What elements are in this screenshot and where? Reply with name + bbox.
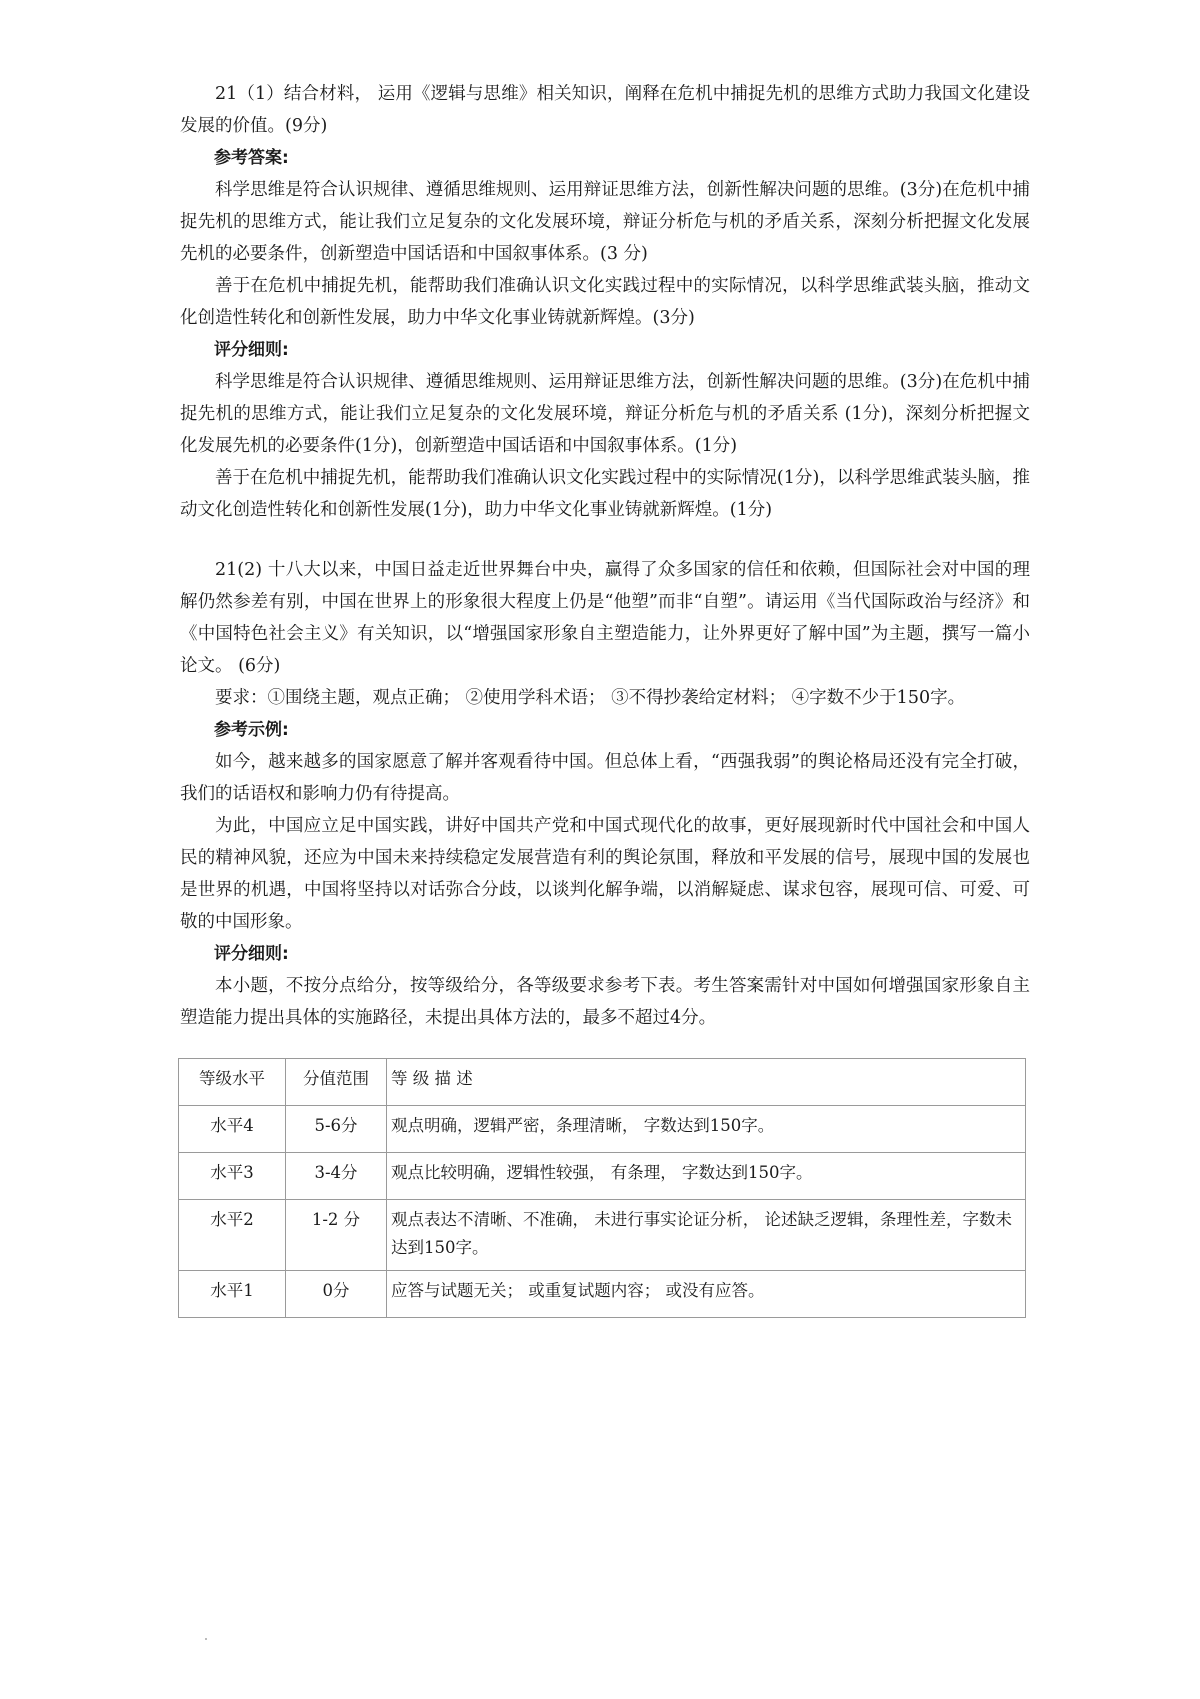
row-score: 5-6分 (286, 1106, 387, 1153)
row-score: 3-4分 (286, 1153, 387, 1200)
q1-rubric-p1: 科学思维是符合认识规律、遵循思维规则、运用辩证思维方法，创新性解决问题的思维。(3分)在危机中捕捉先机的思维方式，能让我们立足复杂的文化发展环境，辩证分析危与机的矛盾关系 (1分)，深刻分析把握文化发展先机的必要条件(1分)，创新塑造中国话语和中国叙事体系。(1分) (180, 372, 1030, 456)
q2-requirements: 要求：①围绕主题，观点正确； ②使用学科术语； ③不得抄袭给定材料； ④字数不少于150字。 (215, 688, 966, 708)
q2-example-title: 参考示例: (214, 720, 289, 740)
q1-rubric-p2: 善于在危机中捕捉先机，能帮助我们准确认识文化实践过程中的实际情况(1分)，以科学思维武装头脑，推动文化创造性转化和创新性发展(1分)，助力中华文化事业铸就新辉煌。(1分) (180, 468, 1030, 520)
q2-example-p1: 如今，越来越多的国家愿意了解并客观看待中国。但总体上看，“西强我弱”的舆论格局还没有完全打破，我们的话语权和影响力仍有待提高。 (180, 752, 1030, 804)
row-level: 水平1 (179, 1271, 286, 1318)
header-score: 分值范围 (286, 1059, 387, 1106)
q1-question: 21（1）结合材料， 运用《逻辑与思维》相关知识，阐释在危机中捕捉先机的思维方式助力我国文化建设发展的价值。(9分) (180, 84, 1030, 136)
table-row (179, 1271, 1026, 1318)
q1-rubric-title: 评分细则: (214, 340, 289, 360)
q1-answer-title: 参考答案: (214, 148, 289, 168)
q1-answer-p1: 科学思维是符合认识规律、遵循思维规则、运用辩证思维方法，创新性解决问题的思维。(3分)在危机中捕捉先机的思维方式，能让我们立足复杂的文化发展环境，辩证分析危与机的矛盾关系，深刻分析把握文化发展先机的必要条件，创新塑造中国话语和中国叙事体系。(3 分) (180, 180, 1030, 264)
header-level: 等级水平 (179, 1059, 286, 1106)
row-level: 水平2 (179, 1200, 286, 1271)
q2-rubric-p1: 本小题，不按分点给分，按等级给分，各等级要求参考下表。考生答案需针对中国如何增强国家形象自主塑造能力提出具体的实施路径，未提出具体方法的，最多不超过4分。 (180, 976, 1030, 1028)
header-desc: 等 级 描 述 (387, 1059, 1026, 1106)
q2-question: 21(2) 十八大以来，中国日益走近世界舞台中央，赢得了众多国家的信任和依赖，但国际社会对中国的理解仍然参差有别，中国在世界上的形象很大程度上仍是“他塑”而非“自塑”。请运用《当代国际政治与经济》和《中国特色社会主义》有关知识，以“增强国家形象自主塑造能力，让外界更好了解中国”为主题，撰写一篇小论文。 (6分) (180, 560, 1030, 676)
row-desc: 观点比较明确，逻辑性较强， 有条理， 字数达到150字。 (387, 1153, 1026, 1200)
grading-table (178, 1058, 1026, 1318)
q2-example-p2: 为此，中国应立足中国实践，讲好中国共产党和中国式现代化的故事，更好展现新时代中国社会和中国人民的精神风貌，还应为中国未来持续稳定发展营造有利的舆论氛围，释放和平发展的信号，展现中国的发展也是世界的机遇，中国将坚持以对话弥合分歧，以谈判化解争端，以消解疑虑、谋求包容，展现可信、可爱、可敬的中国形象。 (180, 816, 1030, 932)
table-row (179, 1106, 1026, 1153)
table-row (179, 1200, 1026, 1271)
row-level: 水平4 (179, 1106, 286, 1153)
q1-answer-p2: 善于在危机中捕捉先机，能帮助我们准确认识文化实践过程中的实际情况，以科学思维武装头脑，推动文化创造性转化和创新性发展，助力中华文化事业铸就新辉煌。(3分) (180, 276, 1030, 328)
row-desc: 应答与试题无关； 或重复试题内容； 或没有应答。 (387, 1271, 1026, 1318)
table-header-row (179, 1059, 1026, 1106)
row-score: 0分 (286, 1271, 387, 1318)
section-gap (180, 526, 1030, 554)
document-page (180, 78, 1030, 1318)
row-desc: 观点明确，逻辑严密，条理清晰， 字数达到150字。 (387, 1106, 1026, 1153)
row-level: 水平3 (179, 1153, 286, 1200)
q2-rubric-title: 评分细则: (214, 944, 289, 964)
row-score: 1-2 分 (286, 1200, 387, 1271)
row-desc: 观点表达不清晰、不准确， 未进行事实论证分析， 论述缺乏逻辑，条理性差，字数未达到150字。 (387, 1200, 1026, 1271)
page-speck (205, 1638, 207, 1640)
table-row (179, 1153, 1026, 1200)
